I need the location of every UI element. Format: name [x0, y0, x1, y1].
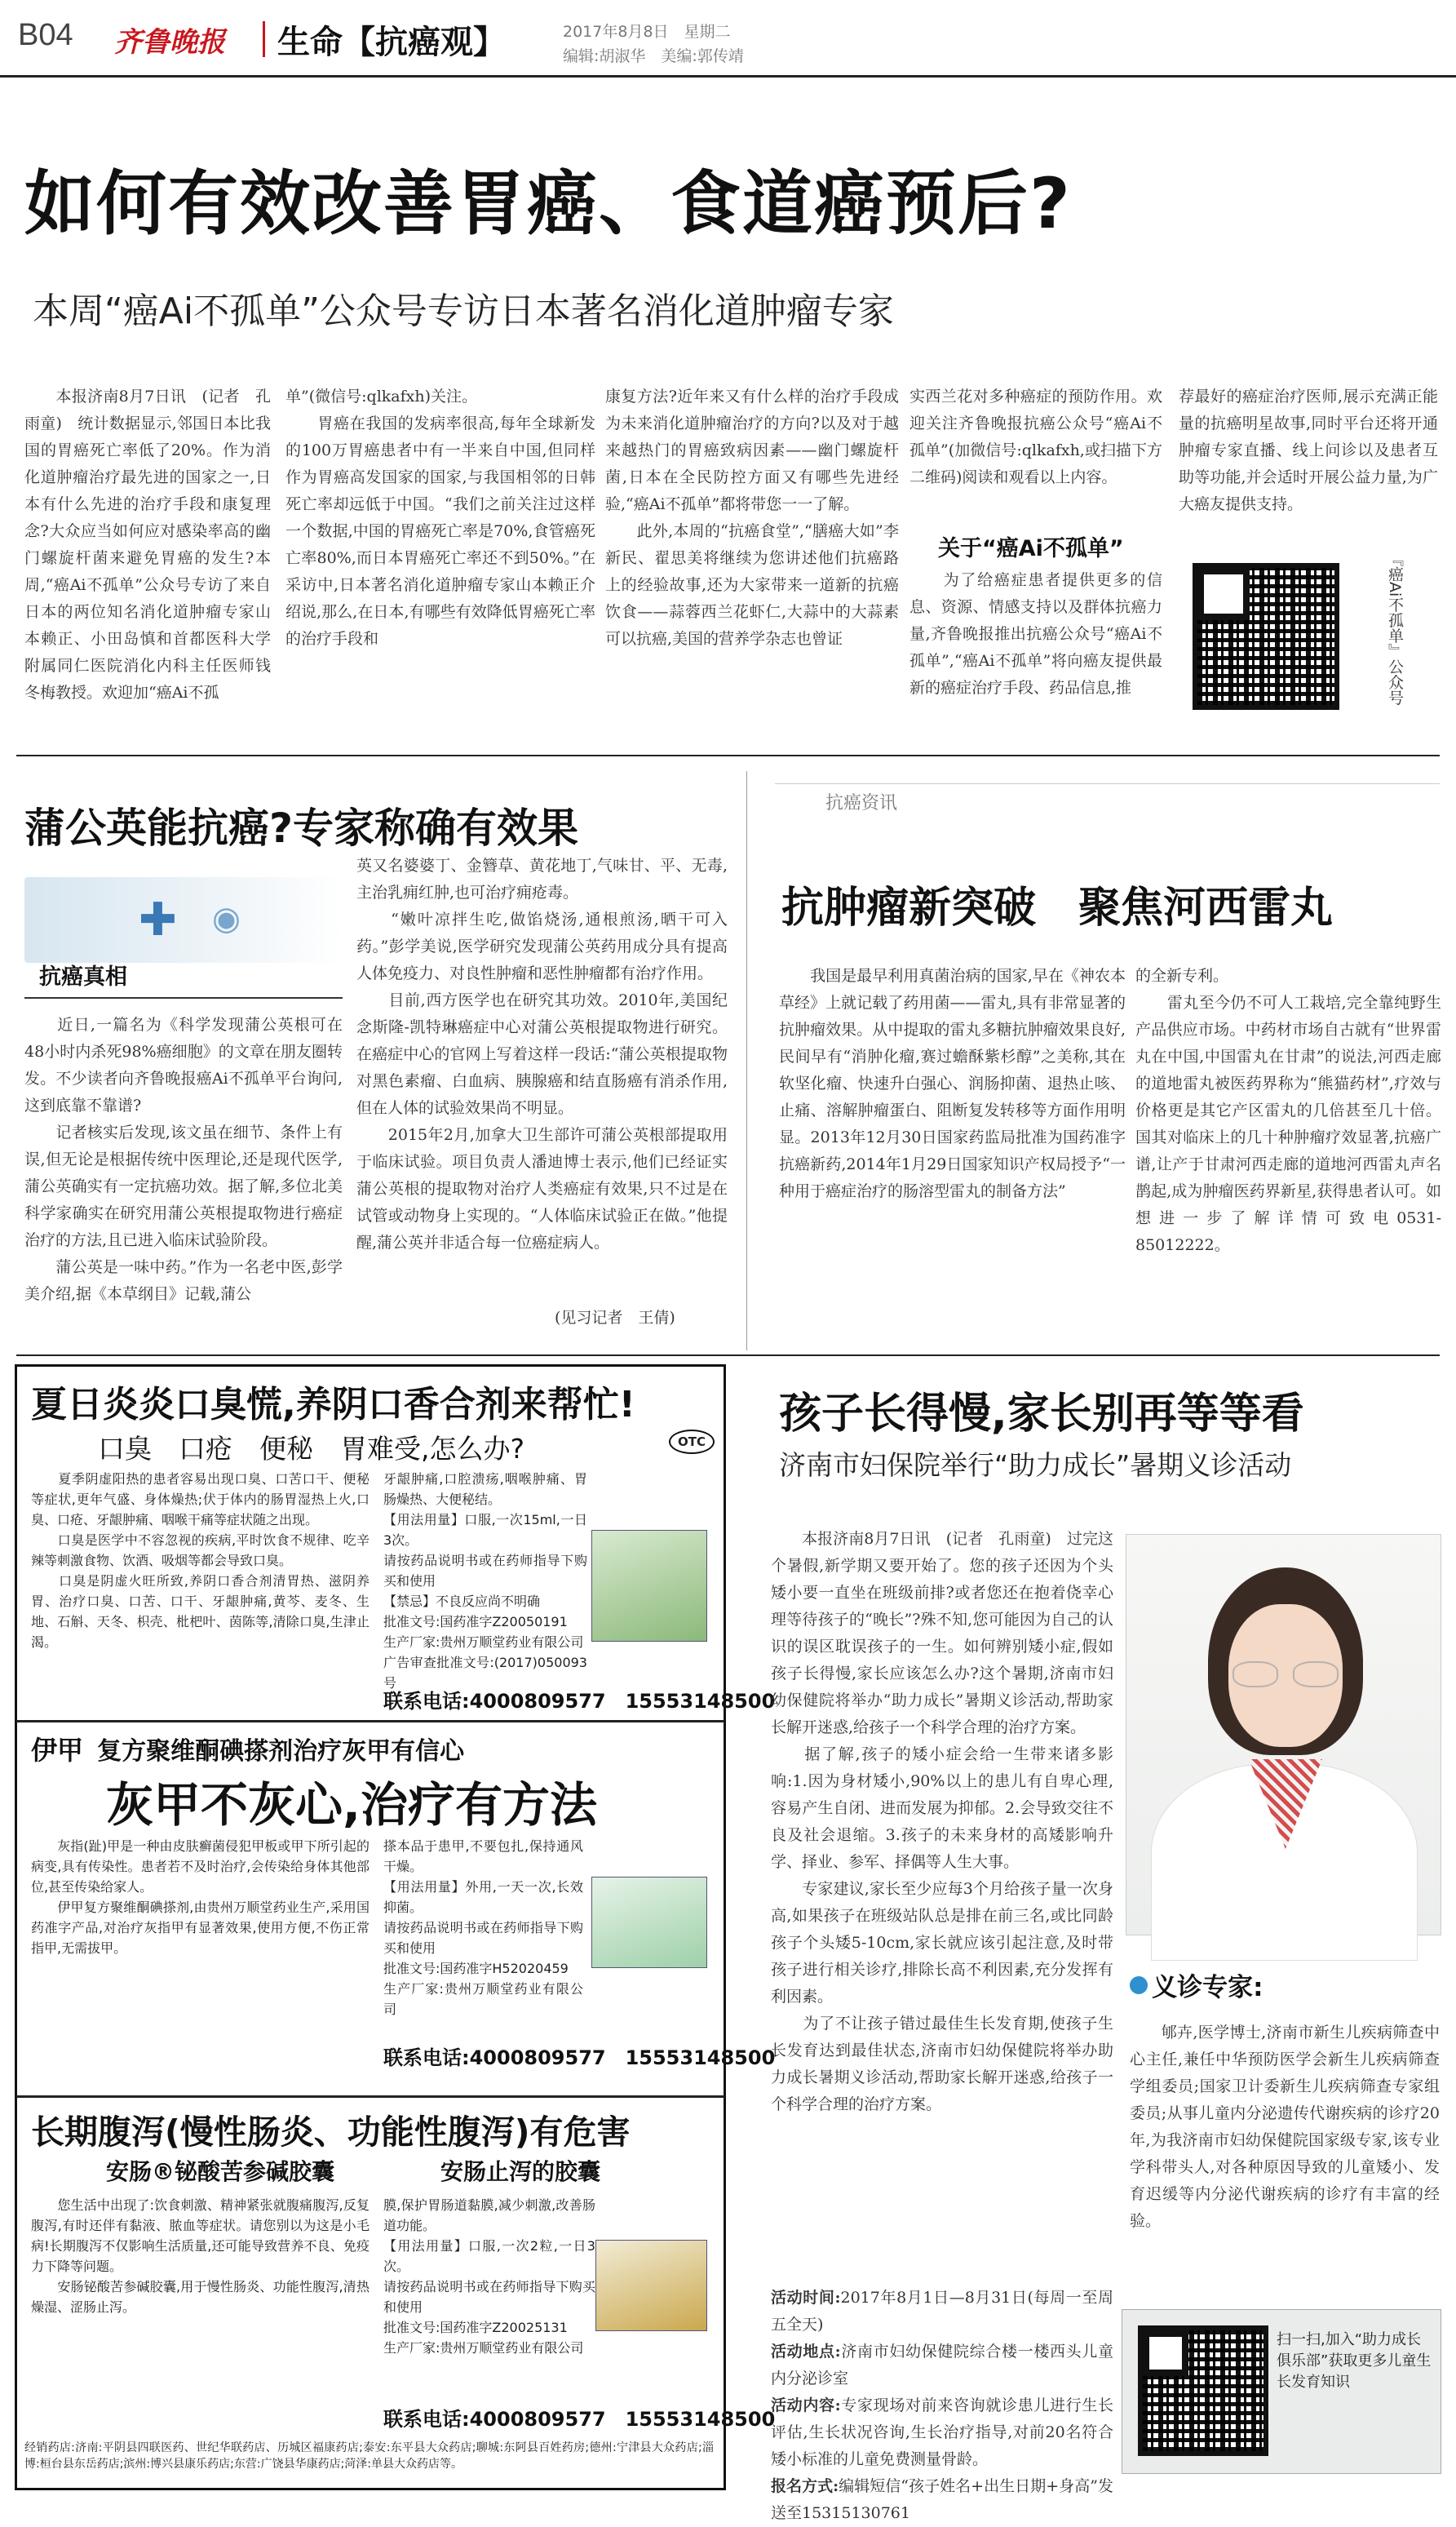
dandelion-title: 蒲公英能抗癌?专家称确有效果 [24, 805, 579, 852]
lead-col-3: 康复方法?近年来又有什么样的治疗手段成为未来消化道肿瘤治疗的方向?以及对于越来越热门的胃癌致病因素——幽门螺旋杆菌,日本在全民防控方面又有哪些先进经验,“癌Ai不孤单”都将带您一一了解。 此外,本周的“抗癌食堂”,“膳癌大如”李新民、翟思美将继续为您讲述他们抗癌路上的经验故事,还为大家带来一道新的抗癌饮食——蒜蓉西兰花虾仁,大蒜中的大蒜素可以抗癌,美国的营养学杂志也曾证 [605, 388, 899, 648]
ad1-product-box [591, 1530, 707, 1642]
children-subtitle: 济南市妇保院举行“助力成长”暑期义诊活动 [779, 1449, 1292, 1481]
mid-rule [16, 1354, 1440, 1356]
ad2-text-right: 搽本品于患甲,不要包扎,保持通风干燥。 【用法用量】外用,一天一次,长效抑菌。 请按药品说明书或在药师指导下购买和使用 批准文号:国药准字H52020459 生产厂家:贵州万顺堂药业有限公司 [383, 1838, 583, 2017]
leiwan-col-1: 我国是最早利用真菌治病的国家,早在《神农本草经》上就记载了药用菌——雷丸,具有非常显著的抗肿瘤效果。从中提取的雷丸多糖抗肿瘤效果良好,民间早有“消肿化瘤,赛过蟾酥紫杉醇”之美称,其在软坚化瘤、快速升白强心、润肠抑菌、退热止咳、止痛、溶解肿瘤蛋白、阻断复发转移等方面作用明显。2013年12月30日国家药监局批准为国药准字抗癌新药,2014年1月29日国家知识产权局授予“一种用于癌症治疗的肠溶型雷丸的制备方法” [779, 967, 1126, 1200]
children-event-info [771, 2285, 1113, 2527]
news-column-tag [775, 783, 1440, 817]
divider [263, 21, 265, 57]
medical-cross-icon: ✚ [139, 893, 177, 947]
ad1-text-left: 夏季阴虚阳热的患者容易出现口臭、口苦口干、便秘等症状,更年气盛、身体燥热;伏于体内的肠胃湿热上火,口臭、口疮、牙龈肿痛、咽喉干痛等症状随之出现。 口臭是医学中不容忽视的疾病,平时饮食不规律、吃辛辣等刺激食物、饮酒、吸烟等都会导致口臭。 口臭是阴虚火旺所致,养阴口香合剂清胃热、滋阴养胃、治疗口臭、口苦、口干、牙龈肿痛,黄芩、麦冬、生地、石斛、天冬、枳壳、枇杷叶、茵陈等,清除口臭,生津止渴。 [31, 1471, 370, 1650]
ad2-subtitle: 复方聚维酮碘搽剂治疗灰甲有信心 [97, 1737, 465, 1766]
qr-code-growth-club [1138, 2325, 1268, 2456]
event-content-value: 专家现场对前来咨询就诊患儿进行生长评估,生长状况咨询,生长治疗指导,对前20名符合矮小标准的儿童免费测量骨龄。 [771, 2396, 1113, 2468]
event-signup-value: 编辑短信“孩子姓名+出生日期+身高”发送至15315130761 [771, 2477, 1113, 2522]
ad2-header [31, 1730, 464, 1767]
expert-bio: 郇卉,医学博士,济南市新生儿疾病筛查中心主任,兼任中华预防医学会新生儿疾病筛查学组委员;国家卫计委新生儿疾病筛查专家组委员;从事儿童内分泌遗传代谢疾病的诊疗20年,为我济南市妇幼保健院国家级专家,该专业学科带头人,对各种原因导致的儿童矮小、发育迟缓等内分泌代谢疾病的诊疗有丰富的经验。 [1130, 2024, 1440, 2230]
ad1-subtitle: 口臭 口疮 便秘 胃难受,怎么办? [98, 1433, 525, 1465]
glasses-icon [1233, 1661, 1339, 1686]
dandelion-tag: 抗癌真相 [39, 964, 127, 990]
lead-bottom-rule [16, 755, 1440, 756]
lead-subtitle: 本周“癌Ai不孤单”公众号专访日本著名消化道肿瘤专家 [33, 290, 894, 332]
ad3-phone: 联系电话:4000809577 15553148500 [383, 2408, 776, 2431]
event-place-label: 活动地点: [771, 2343, 841, 2361]
ad2-brand: 伊甲 [31, 1735, 84, 1766]
dandelion-col-1: 近日,一篇名为《科学发现蒲公英根可在48小时内杀死98%癌细胞》的文章在朋友圈转发。不少读者向齐鲁晚报癌Ai不孤单平台询问,这到底靠不靠谱? 记者核实后发现,该文虽在细节、条件上有误,但无论是根据传统中医理论,还是现代医学,蒲公英确实有一定抗癌功效。据了解,多位北美科学家确实在研究用蒲公英根提取物进行癌症治疗的方法,且已进入临床试验阶段。 蒲公英是一味中药。”作为一名老中医,彭学美介绍,据《本草纲目》记载,蒲公 [24, 1016, 343, 1303]
ad3-subtitle-left: 安肠®铋酸苦参碱胶囊 [106, 2158, 335, 2185]
ad1-phone: 联系电话:4000809577 15553148500 [383, 1690, 776, 1713]
qr-code-cancer-account [1193, 563, 1339, 710]
expert-heading [1130, 1966, 1263, 2003]
event-time-label: 活动时间: [771, 2289, 841, 2307]
event-time [771, 2285, 1113, 2339]
news-column-label: 抗癌资讯 [825, 793, 898, 814]
lead-col-5: 为了给癌症患者提供更多的信息、资源、情感支持以及群体抗癌力量,齐鲁晚报推出抗癌公众号“癌Ai不孤单”,“癌Ai不孤单”将向癌友提供最新的癌症治疗手段、药品信息,推 [909, 571, 1162, 697]
ad3-subtitle-right: 安肠止泻的胶囊 [440, 2158, 601, 2185]
bullet-dot-icon [1130, 1976, 1148, 1994]
leiwan-title: 抗肿瘤新突破 聚焦河西雷丸 [781, 884, 1334, 933]
ad3-product-box [595, 2240, 707, 2331]
event-content [771, 2392, 1113, 2473]
qr-label: 『癌Ai不孤单』公众号 [1386, 551, 1404, 706]
lead-col-1: 本报济南8月7日讯 (记者 孔雨童) 统计数据显示,邻国日本比我国的胃癌死亡率低了20%。作为消化道肿瘤治疗最先进的国家之一,日本有什么先进的治疗手段和康复理念?大众应当如何应对感染率高的幽门螺旋杆菌来避免胃癌的发生?本周,“癌Ai不孤单”公众号专访了来自日本的两位知名消化道肿瘤专家山本赖正、小田岛慎和首都医科大学附属同仁医院消化内科主任医师钱冬梅教授。欢迎加“癌Ai不孤 [24, 388, 271, 702]
expert-photo [1126, 1534, 1441, 1935]
tag-underline [24, 997, 343, 999]
children-body: 本报济南8月7日讯 (记者 孔雨童) 过完这个暑假,新学期又要开始了。您的孩子还因为个头矮小要一直坐在班级前排?或者您还在抱着侥幸心理等待孩子的“晚长”?殊不知,您可能因为自己的认识的误区耽误孩子的一生。如何辨别矮小症,假如孩子长得慢,家长应该怎么办?这个暑期,济南市妇幼保健院将举办“助力成长”暑期义诊活动,帮助家长解开迷惑,给孩子一个科学合理的治疗方案。 据了解,孩子的矮小症会给一生带来诸多影响:1.因为身材矮小,90%以上的患儿有自卑心理,容易产生自闭、进而发展为抑郁。2.会导致交往不良及社会退缩。3.孩子的未来身材的高矮影响升学、择业、参军、择偶等人生大事。 专家建议,家长至少应每3个月给孩子量一次身高,如果孩子在班级站队总是排在前三名,或比同龄孩子个头矮5-10cm,家长就应该引起注意,及时带孩子进行相关诊疗,排除长高不利因素,充分发挥有利因素。 为了不让孩子错过最佳生长发育期,使孩子生长发育达到最佳状态,济南市妇幼保健院将举办助力成长暑期义诊活动,帮助家长解开迷惑,给孩子一个科学合理的治疗方案。 [771, 1530, 1113, 2113]
masthead [0, 0, 1456, 78]
ad2-phone: 联系电话:4000809577 15553148500 [383, 2046, 776, 2069]
ad3-outlets: 经销药店:济南:平阴县四联医药、世纪华联药店、历城区福康药店;泰安:东平县大众药店;聊城:东阿县百姓药房;德州:宁津县大众药店;淄博:桓台县东岳药店;滨州:博兴县康乐药店;东营:广饶县华康药店;菏泽:单县大众药店等。 [24, 2441, 714, 2471]
ad3-text-right: 膜,保护胃肠道黏膜,减少刺激,改善肠道功能。 【用法用量】口服,一次2粒,一日3次。 请按药品说明书或在药师指导下购买和使用 批准文号:国药准字Z20025131 生产厂家:贵州万顺堂药业有限公司 [383, 2197, 595, 2356]
event-place [771, 2339, 1113, 2392]
event-time-value: 2017年8月1日—8月31日(每周一至周五全天) [771, 2289, 1113, 2334]
event-signup-label: 报名方式: [771, 2477, 839, 2495]
leiwan-col-2: 的全新专利。 雷丸至今仍不可人工栽培,完全靠纯野生产品供应市场。中药材市场自古就有“世界雷丸在中国,中国雷丸在甘肃”的说法,河西走廊的道地雷丸被医药界称为“熊猫药材”,疗效与价格更是其它产区雷丸的几倍甚至几十倍。国其对临床上的几十种肿瘤疗效显著,抗癌广谱,让产于甘肃河西走廊的道地河西雷丸声名鹊起,成为肿瘤医药界新星,获得患者认可。如想进一步了解详情可致电0531-85012222。 [1135, 967, 1441, 1254]
children-title: 孩子长得慢,家长别再等等看 [779, 1390, 1304, 1439]
ad3-title: 长期腹泻(慢性肠炎、功能性腹泻)有危害 [31, 2112, 631, 2152]
lead-title: 如何有效改善胃癌、食道癌预后? [24, 163, 1072, 245]
ad2-title: 灰甲不灰心,治疗有方法 [106, 1777, 598, 1833]
about-heading: 关于“癌Ai不孤单” [938, 536, 1124, 561]
scan-caption: 扫一扫,加入“助力成长俱乐部”获取更多儿童生长发育知识 [1277, 2331, 1432, 2391]
column-divider [746, 771, 747, 1350]
otc-badge: OTC [669, 1430, 715, 1454]
ad1-text-right: 牙龈肿痛,口腔溃疡,咽喉肿痛、胃肠燥热、大便秘结。 【用法用量】口服,一次15ml,一日3次。 请按药品说明书或在药师指导下购买和使用 【禁忌】不良反应尚不明确 批准文号:国药准字Z20050191 生产厂家:贵州万顺堂药业有限公司 广告审查批准文号:(2017)050093号 [383, 1471, 587, 1691]
event-place-value: 济南市妇幼保健院综合楼一楼西头儿童内分泌诊室 [771, 2343, 1113, 2387]
lead-col-6: 荐最好的癌症治疗医师,展示充满正能量的抗癌明星故事,同时平台还将开通肿瘤专家直播、线上问诊以及患者互助等功能,并会适时开展公益力量,为广大癌友提供支持。 [1179, 388, 1438, 513]
dandelion-byline: (见习记者 王倩) [555, 1309, 675, 1327]
page-number: B04 [18, 18, 73, 52]
issue-date: 2017年8月8日 星期二 [563, 23, 731, 41]
lead-col-4: 实西兰花对多种癌症的预防作用。欢迎关注齐鲁晚报抗癌公众号“癌Ai不孤单”(加微信号:qlkafxh,或扫描下方二维码)阅读和观看以上内容。 [909, 388, 1162, 486]
ad3-text-left: 您生活中出现了:饮食刺激、精神紧张就腹痛腹泻,反复腹泻,有时还伴有黏液、脓血等症状。请您别以为这是小毛病!长期腹泻不仅影响生活质量,还可能导致营养不良、免疫力下降等问题。 安肠铋酸苦参碱胶囊,用于慢性肠炎、功能性腹泻,清热燥湿、涩肠止泻。 [31, 2197, 370, 2315]
ad2-text-left: 灰指(趾)甲是一种由皮肤癣菌侵犯甲板或甲下所引起的病变,具有传染性。患者若不及时治疗,会传染给身体其他部位,甚至传染给家人。 伊甲复方聚维酮碘搽剂,由贵州万顺堂药业生产,采用国药准字产品,对治疗灰指甲有显著效果,使用方便,不伤正常指甲,无需拔甲。 [31, 1838, 370, 1956]
paper-logo: 齐鲁晚报 [114, 26, 225, 59]
dandelion-col-2: 英又名婆婆丁、金簪草、黄花地丁,气味甘、平、无毒,主治乳痈红肿,也可治疗痈疮毒。 “嫩叶凉拌生吃,做馅烧汤,通根煎汤,晒干可入药。”彭学美说,医学研究发现蒲公英药用成分具有提高人体免疫力、对良性肿瘤和恶性肿瘤都有治疗作用。 目前,西方医学也在研究其功效。2010年,美国纪念斯隆-凯特琳癌症中心对蒲公英根提取物进行研究。在癌症中心的官网上写着这样一段话:“蒲公英根提取物对黑色素瘤、白血病、胰腺癌和结直肠癌有消杀作用,但在人体的试验效果尚不明显。 2015年2月,加拿大卫生部许可蒲公英根部提取用于临床试验。项目负责人潘迪博士表示,他们已经证实蒲公英根的提取物对治疗人类癌症有效果,只不过是在试管或动物身上实现的。“人体临床试验正在做。”他提醒,蒲公英并非适合每一位癌症病人。 [356, 857, 728, 1252]
pill-icon: ◉ [212, 900, 241, 938]
ad1-title: 夏日炎炎口臭慌,养阴口香合剂来帮忙! [31, 1384, 635, 1425]
event-content-label: 活动内容: [771, 2396, 841, 2414]
event-signup [771, 2473, 1113, 2527]
expert-heading-label: 义诊专家: [1152, 1973, 1263, 2002]
ad2-product-box [591, 1877, 707, 1968]
ad-divider-1 [16, 1720, 724, 1722]
masthead-rule [0, 75, 1456, 78]
ad-divider-2 [16, 2095, 724, 2098]
lead-col-2: 单”(微信号:qlkafxh)关注。 胃癌在我国的发病率很高,每年全球新发的100万胃癌患者中有一半来自中国,但同样作为胃癌高发国家的国家,与我国相邻的日韩死亡率却远低于中国。“我们之前关注过这样一个数据,中国的胃癌死亡率是70%,食管癌死亡率80%,而日本胃癌死亡率还不到50%。”在采访中,日本著名消化道肿瘤专家山本赖正介绍说,那么,在日本,有哪些有效降低胃癌死亡率的治疗手段和 [285, 388, 595, 648]
dandelion-banner [24, 877, 343, 963]
section-title: 生命【抗癌观】 [277, 24, 506, 61]
editor-credits: 编辑:胡淑华 美编:郭传靖 [563, 47, 744, 65]
